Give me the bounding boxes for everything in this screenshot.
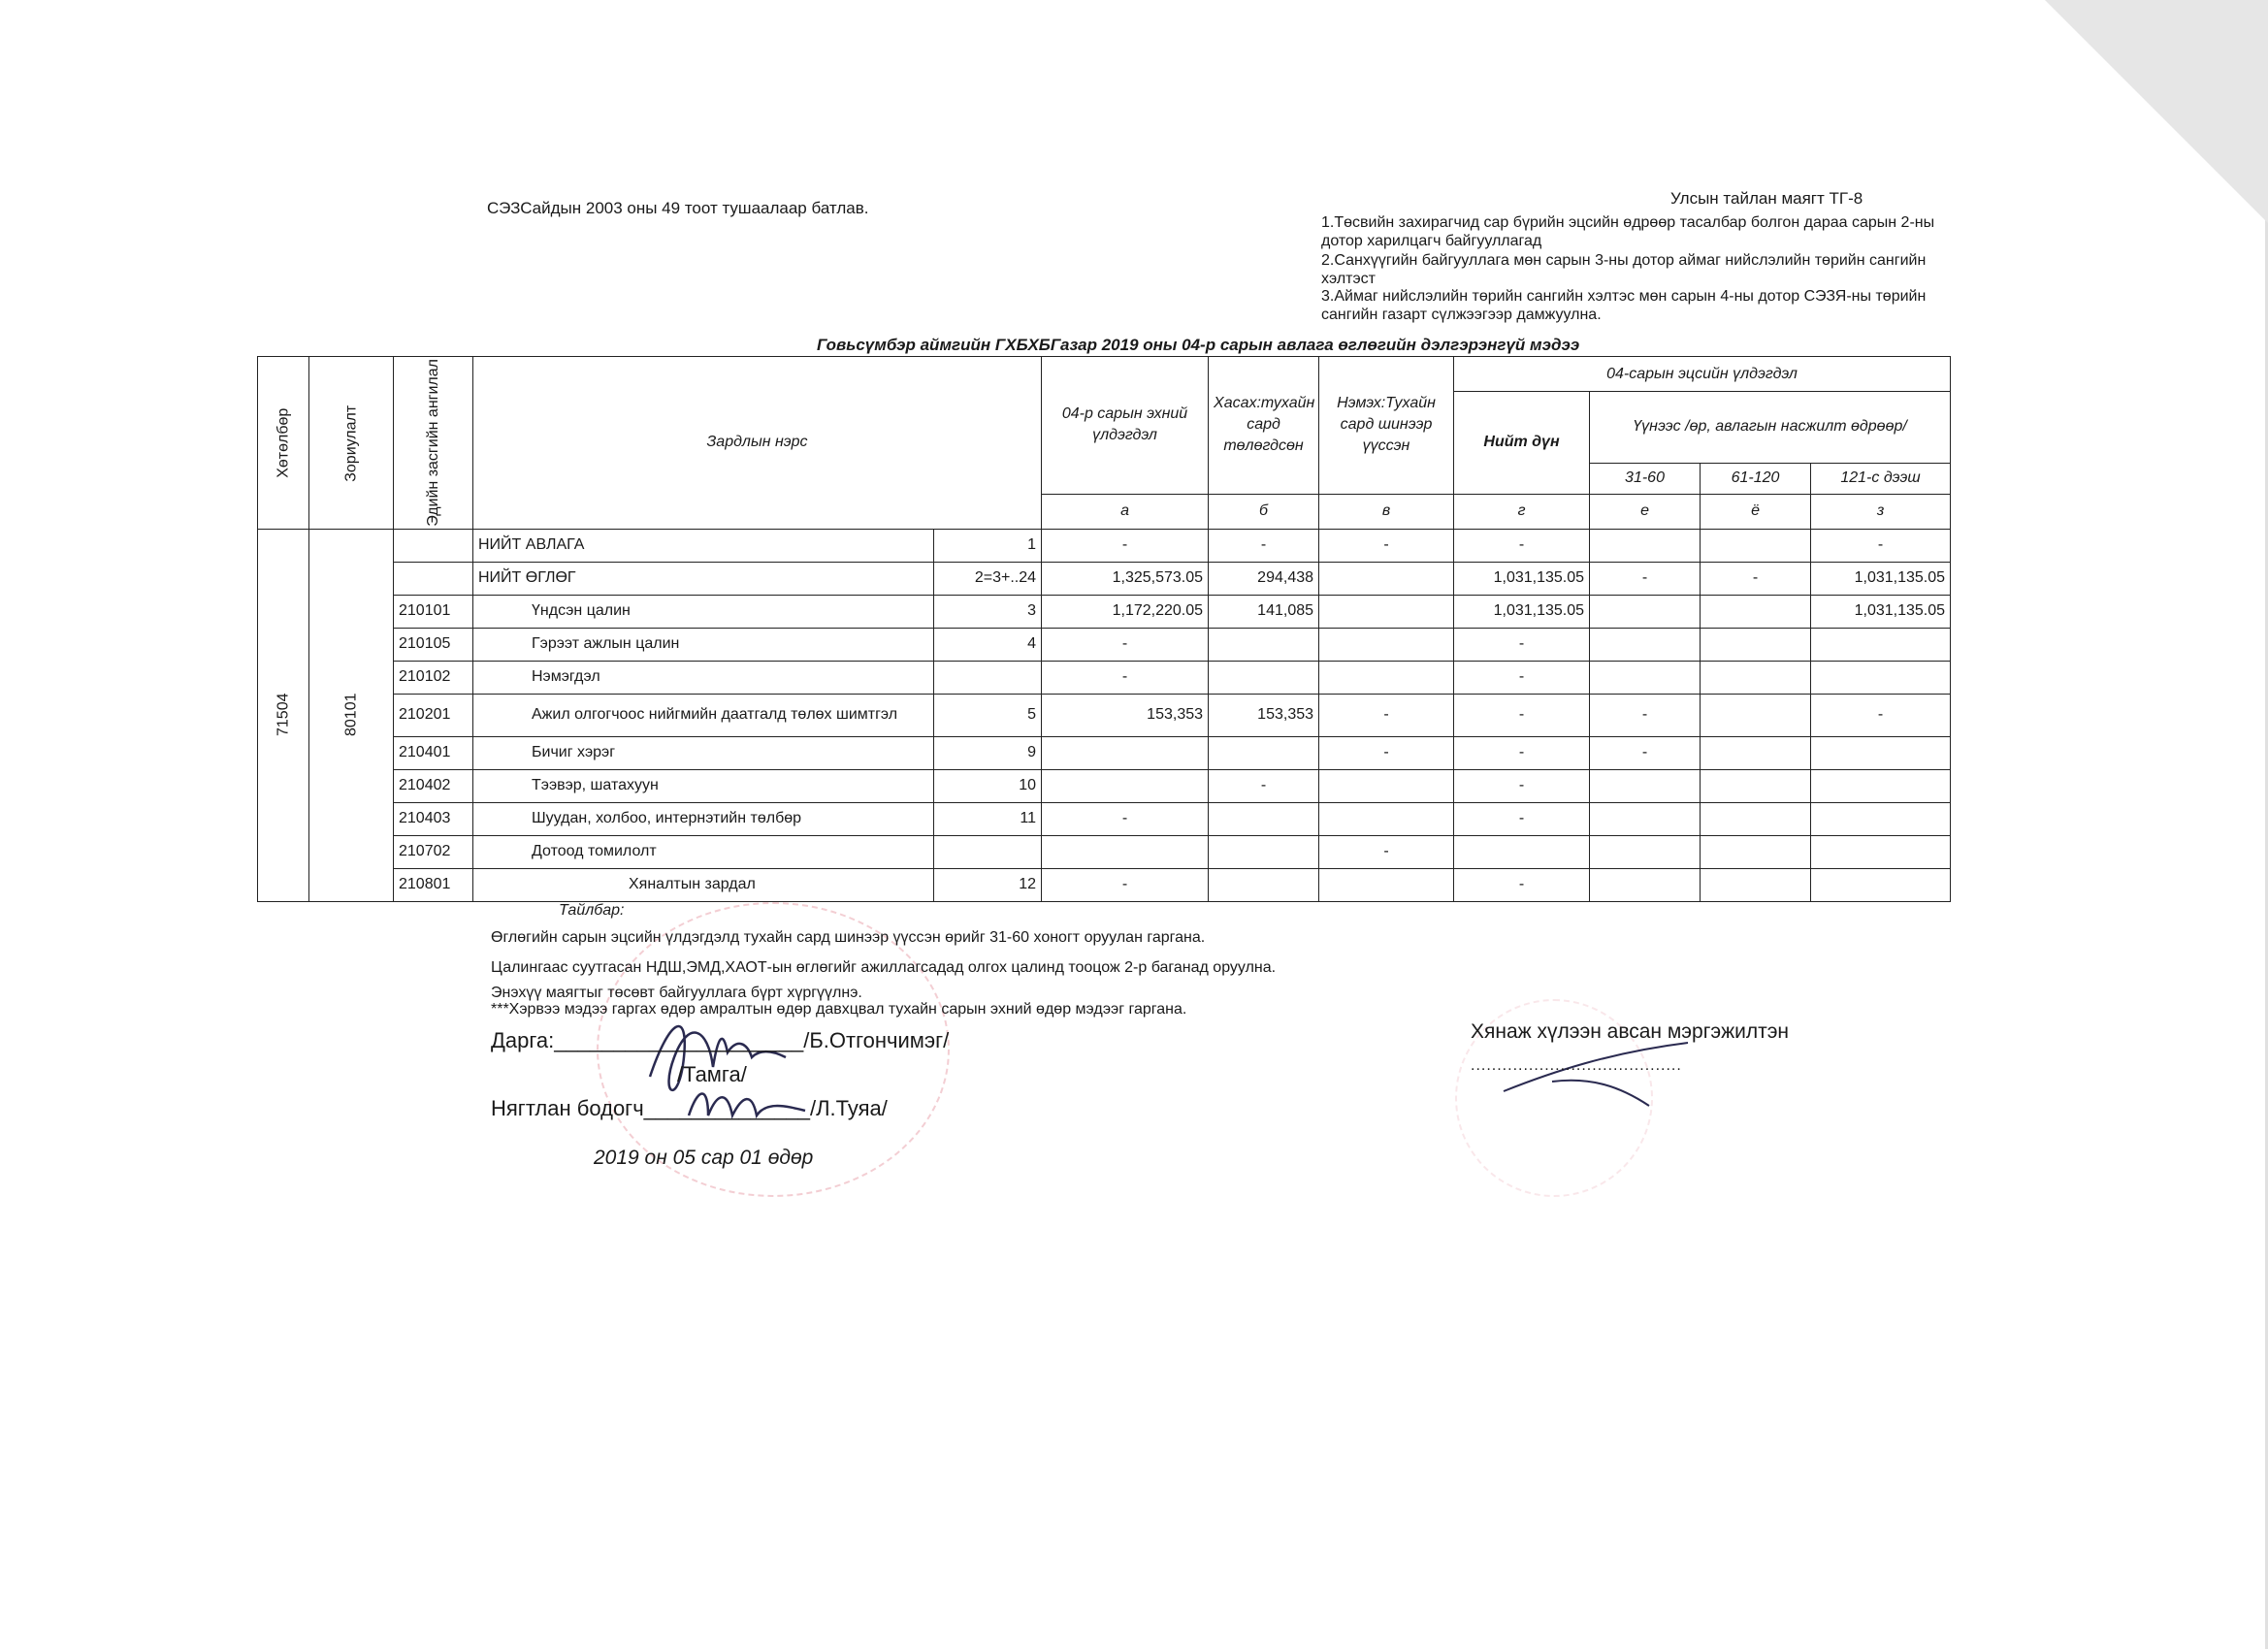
col-header-total: Нийт дүн <box>1454 392 1590 495</box>
cell-d31 <box>1590 835 1701 868</box>
row-code: 210402 <box>394 769 473 802</box>
cell-nemeh <box>1319 595 1454 628</box>
row-line-number: 12 <box>934 868 1042 901</box>
director-sign-line: _____________________ <box>554 1028 804 1052</box>
cell-nemeh <box>1319 769 1454 802</box>
row-code <box>394 529 473 562</box>
cell-d61 <box>1701 868 1811 901</box>
col-header-start: 04-р сарын эхний үлдэгдэл <box>1042 357 1209 495</box>
cell-total: - <box>1454 661 1590 694</box>
cell-d121: - <box>1811 529 1951 562</box>
row-name: Ажил олгогчоос нийгмийн даатгалд төлөх шимтгэл <box>473 694 934 736</box>
col-header-nemeh: Нэмэх:Тухайн сард шинээр үүссэн <box>1319 357 1454 495</box>
row-name: Үндсэн цалин <box>473 595 934 628</box>
row-line-number: 3 <box>934 595 1042 628</box>
cell-hasah <box>1209 661 1319 694</box>
cell-hasah: 153,353 <box>1209 694 1319 736</box>
row-line-number: 4 <box>934 628 1042 661</box>
cell-hasah <box>1209 736 1319 769</box>
cell-d61 <box>1701 529 1811 562</box>
row-line-number: 5 <box>934 694 1042 736</box>
cell-d61 <box>1701 628 1811 661</box>
accountant-label: Нягтлан бодогч <box>491 1096 644 1120</box>
instruction-3: 3.Аймаг нийслэлийн төрийн сангийн хэлтэс мөн сарын 4-ны дотор СЭЗЯ-ны төрийн сангийн газарт сүлжээгээр дамжуулна. <box>1321 288 1927 323</box>
col-header-end-group: 04-сарын эцсийн үлдэгдэл <box>1454 357 1951 392</box>
cell-d121 <box>1811 868 1951 901</box>
col-header-hotolbor: Хөтөлбөр <box>258 357 309 530</box>
row-line-number: 9 <box>934 736 1042 769</box>
cell-total: - <box>1454 736 1590 769</box>
inspector-sign-line: ........................................ <box>1471 1057 1682 1074</box>
col-letter-v: в <box>1319 494 1454 529</box>
cell-d121: 1,031,135.05 <box>1811 595 1951 628</box>
cell-total: - <box>1454 868 1590 901</box>
cell-total: 1,031,135.05 <box>1454 562 1590 595</box>
accountant-sign-line: ______________ <box>643 1096 810 1120</box>
cell-nemeh: - <box>1319 694 1454 736</box>
cell-d31 <box>1590 769 1701 802</box>
cell-d121 <box>1811 835 1951 868</box>
table-row <box>258 562 1951 595</box>
row-line-number <box>934 835 1042 868</box>
cell-start <box>1042 769 1209 802</box>
col-header-61-120: 61-120 <box>1701 463 1811 494</box>
col-header-121: 121-с дээш <box>1811 463 1951 494</box>
note-line-3: Энэхүү маягтыг төсөвт байгууллага бүрт хүргүүлнэ. <box>491 985 862 1001</box>
col-header-overdue-group: Үүнээс /өр, авлагын насжилт өдрөөр/ <box>1590 392 1951 464</box>
row-line-number <box>934 661 1042 694</box>
cell-d121 <box>1811 769 1951 802</box>
cell-nemeh <box>1319 802 1454 835</box>
cell-d121 <box>1811 661 1951 694</box>
cell-hasah: - <box>1209 769 1319 802</box>
table-row <box>258 736 1951 769</box>
accountant-name: /Л.Туяа/ <box>809 1096 888 1120</box>
form-code: Улсын тайлан маягт ТГ-8 <box>1670 189 1863 208</box>
row-name: Гэрээт ажлын цалин <box>473 628 934 661</box>
col-letter-b: б <box>1209 494 1319 529</box>
note-line-2: Цалингаас суутгасан НДШ,ЭМД,ХАОТ-ын өглөгийг ажиллагсадад олгох цалинд тооцож 2-р баганад оруулна. <box>491 959 1277 976</box>
cell-hasah: 294,438 <box>1209 562 1319 595</box>
cell-start: - <box>1042 802 1209 835</box>
cell-d61 <box>1701 595 1811 628</box>
row-line-number: 1 <box>934 529 1042 562</box>
report-body <box>258 529 1951 901</box>
cell-d121: - <box>1811 694 1951 736</box>
row-code: 210105 <box>394 628 473 661</box>
table-row <box>258 694 1951 736</box>
page-corner-fold <box>2045 0 2268 223</box>
col-header-31-60: 31-60 <box>1590 463 1701 494</box>
cell-d31 <box>1590 661 1701 694</box>
table-row <box>258 628 1951 661</box>
row-name: НИЙТ АВЛАГА <box>473 529 934 562</box>
note-line-4: ***Хэрвээ мэдээ гаргах өдөр амралтын өдөр давхцвал тухайн сарын эхний өдөр мэдээг гаргана. <box>491 1001 1187 1018</box>
director-name: /Б.Отгончимэг/ <box>803 1028 950 1052</box>
row-code: 210101 <box>394 595 473 628</box>
director-label: Дарга: <box>491 1028 555 1052</box>
cell-total: - <box>1454 802 1590 835</box>
cell-nemeh <box>1319 661 1454 694</box>
cell-d61 <box>1701 694 1811 736</box>
report-date: 2019 он 05 сар 01 өдөр <box>594 1147 814 1169</box>
cell-hasah: 141,085 <box>1209 595 1319 628</box>
cell-d61 <box>1701 769 1811 802</box>
inspector-label: Хянаж хүлээн авсан мэргэжилтэн <box>1471 1020 1790 1043</box>
cell-nemeh <box>1319 628 1454 661</box>
cell-hasah <box>1209 628 1319 661</box>
report-table <box>257 356 1951 902</box>
row-name: Шуудан, холбоо, интернэтийн төлбөр <box>473 802 934 835</box>
cell-hasah <box>1209 835 1319 868</box>
accountant-signature-row <box>491 1096 888 1121</box>
cell-nemeh: - <box>1319 835 1454 868</box>
cell-d31: - <box>1590 736 1701 769</box>
cell-nemeh: - <box>1319 529 1454 562</box>
row-name: Нэмэгдэл <box>473 661 934 694</box>
cell-hasah: - <box>1209 529 1319 562</box>
cell-hasah <box>1209 802 1319 835</box>
row-code: 210801 <box>394 868 473 901</box>
cell-d31 <box>1590 529 1701 562</box>
row-name: Дотоод томилолт <box>473 835 934 868</box>
cell-d121 <box>1811 628 1951 661</box>
table-row <box>258 868 1951 901</box>
cell-total: - <box>1454 769 1590 802</box>
stamp-label: /Тамга/ <box>677 1062 747 1086</box>
cell-total <box>1454 835 1590 868</box>
cell-total: - <box>1454 694 1590 736</box>
hotolbor-value: 71504 <box>258 529 309 901</box>
cell-d31: - <box>1590 562 1701 595</box>
cell-d61 <box>1701 661 1811 694</box>
cell-d31 <box>1590 595 1701 628</box>
table-row <box>258 802 1951 835</box>
row-line-number: 10 <box>934 769 1042 802</box>
table-row <box>258 529 1951 562</box>
col-letter-z: з <box>1811 494 1951 529</box>
col-header-zardal: Зардлын нэрс <box>473 357 1042 530</box>
cell-start <box>1042 835 1209 868</box>
row-name: Бичиг хэрэг <box>473 736 934 769</box>
cell-d121 <box>1811 802 1951 835</box>
cell-total: 1,031,135.05 <box>1454 595 1590 628</box>
col-header-zoriulalt: Зориулалт <box>309 357 394 530</box>
row-code: 210102 <box>394 661 473 694</box>
cell-d31 <box>1590 868 1701 901</box>
col-letter-a: а <box>1042 494 1209 529</box>
instruction-2: 2.Санхүүгийн байгууллага мөн сарын 3-ны дотор аймаг нийслэлийн төрийн сангийн хэлтэст <box>1321 252 1927 287</box>
approval-note: СЭЗСайдын 2003 оны 49 тоот тушаалаар батлав. <box>487 199 869 217</box>
cell-hasah <box>1209 868 1319 901</box>
cell-d61 <box>1701 736 1811 769</box>
cell-start: - <box>1042 529 1209 562</box>
col-letter-e: е <box>1590 494 1701 529</box>
row-code: 210401 <box>394 736 473 769</box>
row-line-number: 11 <box>934 802 1042 835</box>
row-code: 210403 <box>394 802 473 835</box>
col-letter-g: г <box>1454 494 1590 529</box>
row-code <box>394 562 473 595</box>
instruction-1: 1.Төсвийн захирагчид сар бүрийн эцсийн өдрөөр тасалбар болгон дараа сарын 2-ны дотор харилцагч байгууллагад <box>1321 214 1935 249</box>
zoriulalt-value: 80101 <box>309 529 394 901</box>
cell-total: - <box>1454 628 1590 661</box>
cell-d31 <box>1590 628 1701 661</box>
cell-d61: - <box>1701 562 1811 595</box>
cell-start <box>1042 736 1209 769</box>
cell-nemeh: - <box>1319 736 1454 769</box>
cell-d121 <box>1811 736 1951 769</box>
cell-d31: - <box>1590 694 1701 736</box>
note-line-1: Өглөгийн сарын эцсийн үлдэгдэлд тухайн сард шинээр үүссэн өрийг 31-60 хоногт оруулан гаргана. <box>491 929 1206 946</box>
row-name: Хяналтын зардал <box>473 868 934 901</box>
row-name: НИЙТ ӨГЛӨГ <box>473 562 934 595</box>
row-code: 210201 <box>394 694 473 736</box>
cell-start: - <box>1042 661 1209 694</box>
table-row <box>258 835 1951 868</box>
table-row <box>258 769 1951 802</box>
row-name: Тээвэр, шатахуун <box>473 769 934 802</box>
director-signature-row <box>491 1028 949 1053</box>
cell-total: - <box>1454 529 1590 562</box>
col-letter-yo: ё <box>1701 494 1811 529</box>
table-row <box>258 661 1951 694</box>
cell-start: 1,172,220.05 <box>1042 595 1209 628</box>
cell-d61 <box>1701 835 1811 868</box>
notes-title: Тайлбар: <box>559 902 625 919</box>
cell-start: - <box>1042 868 1209 901</box>
report-title: Говьсүмбэр аймгийн ГХБХБГазар 2019 оны 04-р сарын авлага өглөгийн дэлгэрэнгүй мэдээ <box>817 336 1580 354</box>
cell-d31 <box>1590 802 1701 835</box>
table-row <box>258 595 1951 628</box>
cell-d61 <box>1701 802 1811 835</box>
col-header-hasah: Хасах:тухайн сард төлөгдсөн <box>1209 357 1319 495</box>
row-code: 210702 <box>394 835 473 868</box>
cell-nemeh <box>1319 562 1454 595</box>
cell-nemeh <box>1319 868 1454 901</box>
cell-start: 153,353 <box>1042 694 1209 736</box>
col-header-ediin: Эдийн засгийн ангилал <box>394 357 473 530</box>
cell-d121: 1,031,135.05 <box>1811 562 1951 595</box>
cell-start: - <box>1042 628 1209 661</box>
row-line-number: 2=3+..24 <box>934 562 1042 595</box>
cell-start: 1,325,573.05 <box>1042 562 1209 595</box>
